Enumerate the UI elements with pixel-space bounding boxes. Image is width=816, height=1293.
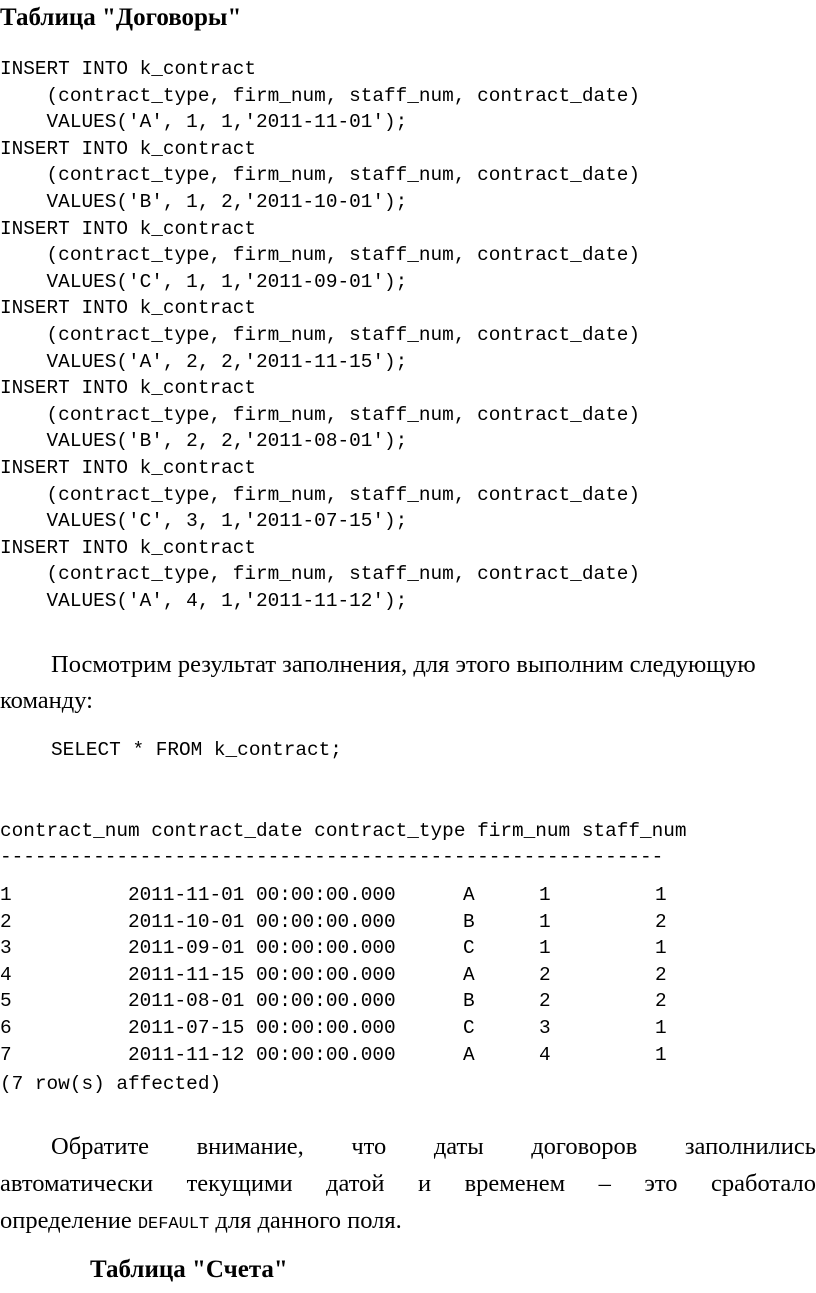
cell-contract-num: 1 xyxy=(0,884,12,906)
word: автоматически xyxy=(0,1170,154,1197)
cell-staff-num: 2 xyxy=(655,963,667,986)
word: – xyxy=(598,1170,611,1197)
word: сработало xyxy=(711,1170,816,1197)
cell-staff-num: 2 xyxy=(655,990,667,1013)
word: внимание, xyxy=(196,1133,304,1160)
paragraph-line xyxy=(0,1165,816,1202)
insert-code-block: INSERT INTO k_contract (contract_type, firm_num, staff_num, contract_date) VALUES('A', 1, 1,'2011-11-01'); INSERT INTO k_contract (contract_type, firm_num, staff_num, contract_date) VALUES('B', 1, 2,'2011-10-01'); INSERT INTO k_contract (contract_type, firm_num, staff_num, contract_date) VALUES('C', 1, 1,'2011-09-01'); INSERT INTO k_contract (contract_type, firm_num, staff_num, contract_date) VALUES('A', 2, 2,'2011-11-15'); INSERT INTO k_contract (contract_type, firm_num, staff_num, contract_date) VALUES('B', 2, 2,'2011-08-01'); INSERT INTO k_contract (contract_type, firm_num, staff_num, contract_date) VALUES('C', 3, 1,'2011-07-15'); INSERT INTO k_contract (contract_type, firm_num, staff_num, contract_date) VALUES('A', 4, 1,'2011-11-12'); xyxy=(0,58,640,612)
cell-firm-num: 2 xyxy=(539,963,551,986)
word: что xyxy=(351,1133,387,1160)
word: датой xyxy=(326,1170,385,1197)
text-fragment: определение xyxy=(0,1207,138,1234)
table-row xyxy=(0,988,816,1014)
paragraph-line: команду: xyxy=(0,687,93,714)
cell-contract-num: 3 xyxy=(0,937,12,960)
cell-firm-num: 1 xyxy=(539,937,551,960)
cell-contract-date: 2011-10-01 00:00:00.000 xyxy=(128,910,396,933)
results-separator: --------------------------------------------------------- xyxy=(0,846,664,868)
word: и xyxy=(417,1170,432,1197)
paragraph-dates-note xyxy=(0,1128,816,1243)
cell-contract-num: 4 xyxy=(0,963,12,986)
paragraph-line: Посмотрим результат заполнения, для этого выполним следующую xyxy=(51,651,756,678)
cell-firm-num: 1 xyxy=(539,884,551,906)
paragraph-view-result xyxy=(0,647,816,719)
cell-contract-num: 2 xyxy=(0,910,12,933)
word: договоров xyxy=(531,1133,638,1160)
rows-affected: (7 row(s) affected) xyxy=(0,1073,222,1095)
cell-contract-type: A xyxy=(463,963,475,986)
heading-contracts: Таблица "Договоры" xyxy=(0,4,242,31)
cell-staff-num: 1 xyxy=(655,937,667,960)
cell-staff-num: 1 xyxy=(655,1017,667,1039)
word: Обратите xyxy=(51,1133,150,1160)
cell-firm-num: 3 xyxy=(539,1017,551,1039)
table-row xyxy=(0,882,816,908)
cell-contract-type: C xyxy=(463,937,475,960)
cell-contract-date: 2011-11-01 00:00:00.000 xyxy=(128,884,396,906)
cell-contract-date: 2011-11-12 00:00:00.000 xyxy=(128,1043,396,1066)
cell-staff-num: 1 xyxy=(655,1043,667,1066)
word: временем xyxy=(464,1170,566,1197)
cell-contract-date: 2011-09-01 00:00:00.000 xyxy=(128,937,396,960)
cell-contract-type: C xyxy=(463,1017,475,1039)
results-header: contract_num contract_date contract_type firm_num staff_num xyxy=(0,820,687,842)
word: это xyxy=(644,1170,678,1197)
table-row xyxy=(0,935,816,961)
cell-contract-num: 5 xyxy=(0,990,12,1013)
table-row xyxy=(0,1042,816,1068)
cell-contract-date: 2011-08-01 00:00:00.000 xyxy=(128,990,396,1013)
paragraph-line xyxy=(0,1128,816,1165)
cell-contract-type: A xyxy=(463,1043,475,1066)
cell-contract-num: 7 xyxy=(0,1043,12,1066)
cell-staff-num: 1 xyxy=(655,884,667,906)
cell-firm-num: 1 xyxy=(539,910,551,933)
table-row xyxy=(0,962,816,988)
cell-contract-num: 6 xyxy=(0,1017,12,1039)
cell-contract-type: B xyxy=(463,910,475,933)
paragraph-line xyxy=(0,1202,816,1243)
cell-contract-type: A xyxy=(463,884,475,906)
table-row xyxy=(0,1015,816,1041)
word: даты xyxy=(433,1133,484,1160)
text-fragment: для данного поля. xyxy=(209,1207,402,1234)
cell-contract-date: 2011-11-15 00:00:00.000 xyxy=(128,963,396,986)
word: заполнились xyxy=(684,1133,816,1160)
cell-staff-num: 2 xyxy=(655,910,667,933)
select-code: SELECT * FROM k_contract; xyxy=(51,739,342,761)
word: текущими xyxy=(186,1170,293,1197)
inline-code-default: DEFAULT xyxy=(137,1215,210,1234)
cell-contract-date: 2011-07-15 00:00:00.000 xyxy=(128,1017,396,1039)
cell-firm-num: 4 xyxy=(539,1043,551,1066)
table-row xyxy=(0,909,816,935)
heading-accounts: Таблица "Счета" xyxy=(90,1256,288,1283)
cell-contract-type: B xyxy=(463,990,475,1013)
cell-firm-num: 2 xyxy=(539,990,551,1013)
query-results xyxy=(0,818,816,1068)
